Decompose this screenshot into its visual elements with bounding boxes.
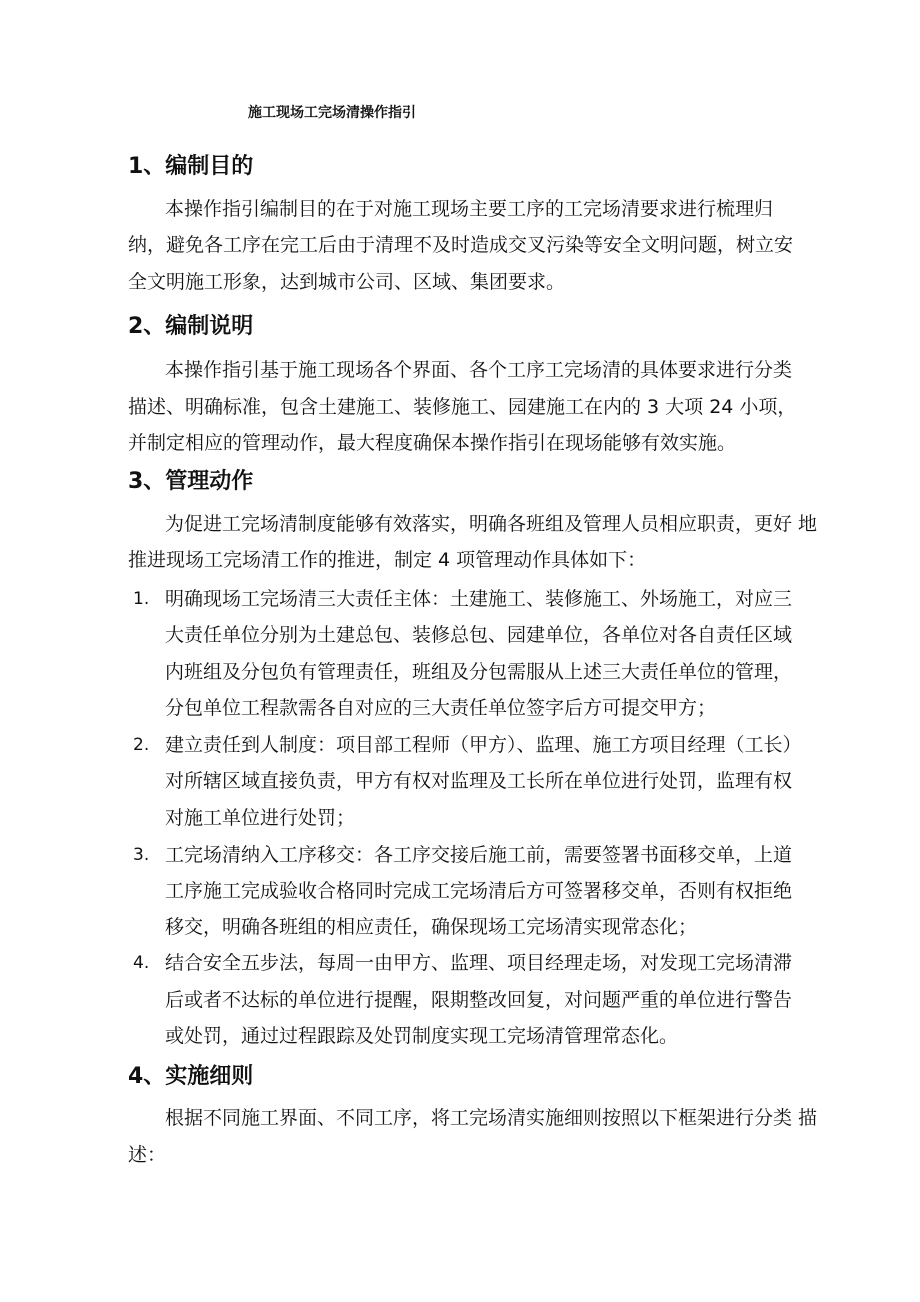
list-item-line: 对施工单位进行处罚；	[165, 807, 356, 829]
list-item-line: 大责任单位分别为土建总包、装修总包、园建单位，各单位对各自责任区域	[165, 624, 793, 646]
paragraph-line: 述：	[128, 1144, 167, 1166]
section-heading: 2、编制说明	[128, 314, 254, 339]
list-item-line: 明确现场工完场清三大责任主体：土建施工、装修施工、外场施工，对应三	[165, 588, 793, 610]
paragraph-line: 本操作指引编制目的在于对施工现场主要工序的工完场清要求进行梳理归	[165, 198, 774, 220]
list-item-line: 工序施工完成验收合格同时完成工完场清后方可签署移交单，否则有权拒绝	[165, 880, 793, 902]
list-item-line: 结合安全五步法，每周一由甲方、监理、项目经理走场，对发现工完场清滞	[165, 952, 793, 974]
paragraph-line: 为促进工完场清制度能够有效落实，明确各班组及管理人员相应职责，更好 地	[165, 513, 818, 535]
section-heading: 3、管理动作	[128, 469, 254, 494]
list-item-line: 或处罚，通过过程跟踪及处罚制度实现工完场清管理常态化。	[165, 1025, 679, 1047]
list-item-line: 移交，明确各班组的相应责任，确保现场工完场清实现常态化；	[165, 916, 698, 938]
list-item-line: 工完场清纳入工序移交：各工序交接后施工前，需要签署书面移交单，上道	[165, 844, 793, 866]
list-item-line: 分包单位工程款需各自对应的三大责任单位签字后方可提交甲方；	[165, 697, 717, 719]
paragraph-line: 描述、明确标准，包含土建施工、装修施工、园建施工在内的 3 大项 24 小项，	[128, 396, 797, 418]
list-number: 4.	[133, 953, 150, 973]
document-title: 施工现场工完场清操作指引	[248, 105, 416, 121]
list-number: 3.	[133, 845, 150, 865]
list-item-line: 建立责任到人制度：项目部工程师（甲方）、监理、施工方项目经理（工长）	[165, 734, 802, 756]
list-item-line: 内班组及分包负有管理责任，班组及分包需服从上述三大责任单位的管理，	[165, 661, 793, 683]
section-heading: 4、实施细则	[128, 1064, 254, 1089]
paragraph-line: 并制定相应的管理动作，最大程度确保本操作指引在现场能够有效实施。	[128, 432, 737, 454]
list-item-line: 对所辖区域直接负责，甲方有权对监理及工长所在单位进行处罚，监理有权	[165, 770, 793, 792]
list-number: 2.	[133, 735, 150, 755]
paragraph-line: 推进现场工完场清工作的推进，制定 4 项管理动作具体如下：	[128, 549, 647, 571]
paragraph-line: 根据不同施工界面、不同工序，将工完场清实施细则按照以下框架进行分类 描	[165, 1107, 818, 1129]
paragraph-line: 纳，避免各工序在完工后由于清理不及时造成交叉污染等安全文明问题，树立安	[128, 234, 794, 256]
paragraph-line: 全文明施工形象，达到城市公司、区域、集团要求。	[128, 271, 566, 293]
list-item-line: 后或者不达标的单位进行提醒，限期整改回复，对问题严重的单位进行警告	[165, 989, 793, 1011]
list-number: 1.	[133, 589, 150, 609]
paragraph-line: 本操作指引基于施工现场各个界面、各个工序工完场清的具体要求进行分类	[165, 359, 793, 381]
section-heading: 1、编制目的	[128, 154, 254, 179]
